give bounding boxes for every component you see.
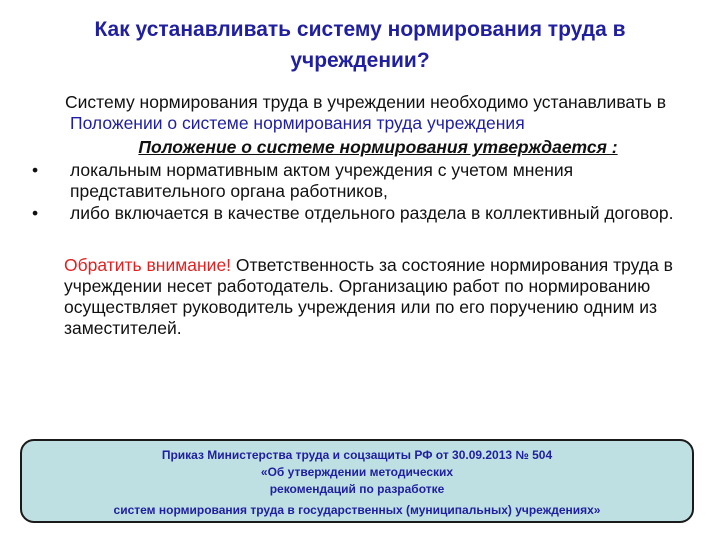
note-paragraph <box>28 255 688 339</box>
reference-line-title-2: рекомендаций по разработке <box>269 482 445 496</box>
regulation-link-text: Положении о системе нормирования труда учреждения <box>70 113 525 133</box>
bullet-item <box>28 203 688 224</box>
approval-bullet-list <box>28 160 688 224</box>
bullet-item <box>28 160 688 202</box>
warning-label: Обратить внимание! <box>64 255 232 275</box>
reference-box <box>20 439 694 523</box>
note-text: Ответственность за состояние нормирования труда в учреждении несет работодатель. Организацию работ по нормированию осуществляет руководитель учреждения или по его поручению одним из заместителей. <box>64 255 673 338</box>
bullet-dot-icon: • <box>32 203 39 223</box>
reference-line-title-1: «Об утверждении методических <box>260 465 454 479</box>
slide-content <box>28 92 688 339</box>
bullet-text: либо включается в качестве отдельного раздела в коллективный договор. <box>70 203 674 223</box>
intro-paragraph <box>28 92 688 134</box>
reference-line-title-3: систем нормирования труда в государственных (муниципальных) учреждениях» <box>113 503 601 517</box>
intro-text: Систему нормирования труда в учреждении необходимо устанавливать в <box>65 92 667 112</box>
bullet-text: локальным нормативным актом учреждения с учетом мнения представительного органа работников, <box>70 160 574 201</box>
bullet-dot-icon: • <box>32 160 39 180</box>
subheading: Положение о системе нормирования утверждается : <box>138 137 618 157</box>
reference-line-order: Приказ Министерства труда и соцзащиты РФ от 30.09.2013 № 504 <box>161 448 553 462</box>
slide-title: Как устанавливать систему нормирования труда в учреждении? <box>94 18 626 72</box>
